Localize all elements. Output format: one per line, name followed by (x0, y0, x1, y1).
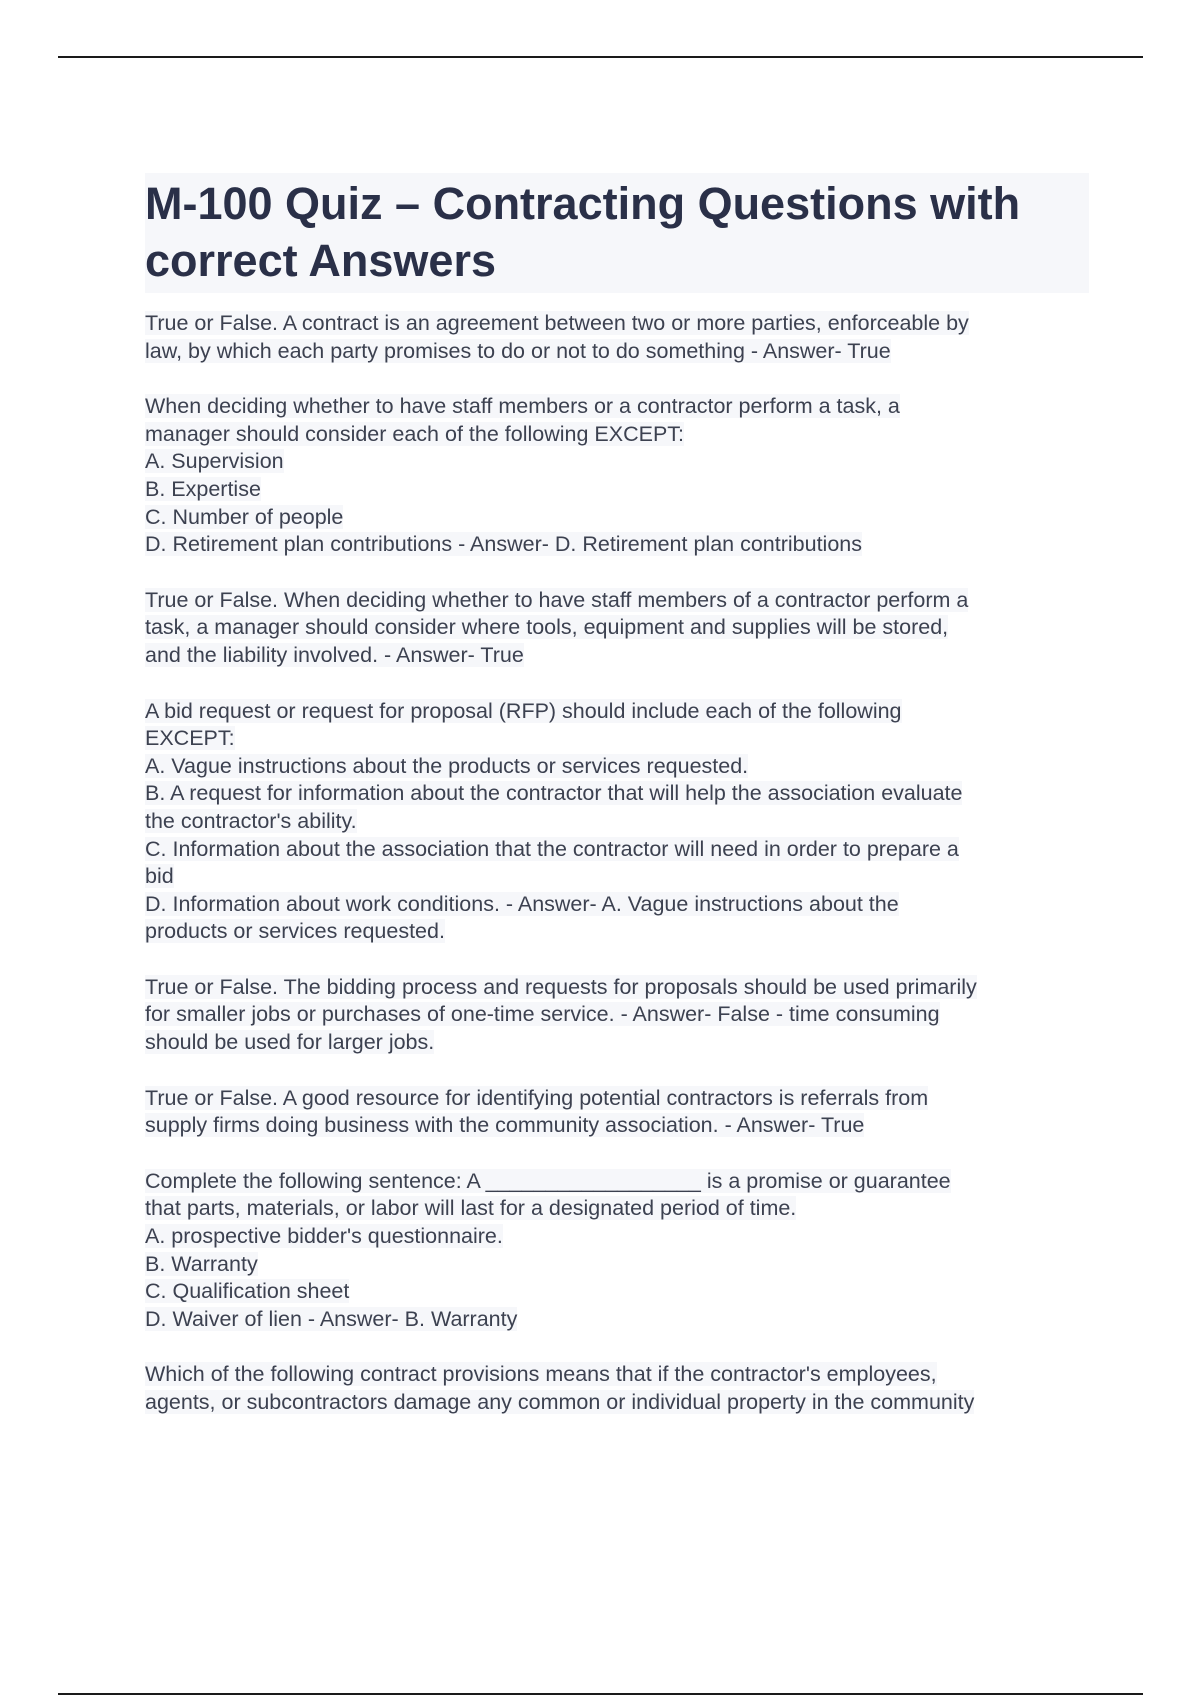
qa-block (145, 310, 1090, 365)
text-line (145, 918, 1090, 946)
option-text: A. Vague instructions about the products or services requested. (145, 753, 749, 778)
text-line (145, 753, 1090, 781)
question-text: task, a manager should consider where tools, equipment and supplies will be stored, (145, 615, 949, 640)
question-text: When deciding whether to have staff members or a contractor perform a task, a (145, 394, 900, 419)
text-line (145, 310, 1090, 338)
question-text: Which of the following contract provisions means that if the contractor's employees, (145, 1362, 937, 1387)
text-line (145, 393, 1090, 421)
qa-block (145, 974, 1090, 1057)
text-line (145, 448, 1090, 476)
text-line (145, 1361, 1090, 1389)
option-text: D. Waiver of lien - Answer- B. Warranty (145, 1306, 518, 1331)
question-text: manager should consider each of the following EXCEPT: (145, 421, 685, 446)
text-line (145, 1389, 1090, 1417)
text-line (145, 1112, 1090, 1140)
text-line (145, 1278, 1090, 1306)
text-line (145, 1195, 1090, 1223)
question-text: supply firms doing business with the community association. - Answer- True (145, 1113, 865, 1138)
text-line (145, 338, 1090, 366)
text-line (145, 725, 1090, 753)
option-text: B. A request for information about the contractor that will help the association evaluate (145, 781, 963, 806)
text-line (145, 836, 1090, 864)
option-text: products or services requested. (145, 919, 445, 944)
question-text: for smaller jobs or purchases of one-time service. - Answer- False - time consuming (145, 1002, 940, 1027)
text-line (145, 1085, 1090, 1113)
text-line (145, 1223, 1090, 1251)
text-line (145, 587, 1090, 615)
text-line (145, 863, 1090, 891)
question-text: and the liability involved. - Answer- True (145, 642, 524, 667)
text-line (145, 808, 1090, 836)
question-text: True or False. A contract is an agreement between two or more parties, enforceable by (145, 311, 969, 335)
question-text: True or False. When deciding whether to have staff members of a contractor perform a (145, 587, 969, 612)
text-line (145, 421, 1090, 449)
option-text: D. Information about work conditions. - Answer- A. Vague instructions about the (145, 891, 899, 916)
option-text: C. Information about the association that the contractor will need in order to prepare a (145, 836, 959, 861)
text-line (145, 1251, 1090, 1279)
option-text: D. Retirement plan contributions - Answer- D. Retirement plan contributions (145, 532, 862, 557)
option-text: C. Number of people (145, 504, 344, 529)
qa-block (145, 393, 1090, 559)
question-text: True or False. A good resource for identifying potential contractors is referrals from (145, 1085, 929, 1110)
header-rule (58, 56, 1143, 58)
text-line (145, 614, 1090, 642)
question-text: A bid request or request for proposal (RFP) should include each of the following (145, 698, 902, 723)
question-text: Complete the following sentence: A __________________ is a promise or guarantee (145, 1168, 951, 1193)
text-line (145, 891, 1090, 919)
question-text: agents, or subcontractors damage any common or individual property in the community (145, 1390, 975, 1414)
page-title (145, 173, 1089, 293)
text-line (145, 504, 1090, 532)
qa-block (145, 1168, 1090, 1334)
option-text: the contractor's ability. (145, 808, 357, 833)
text-line (145, 476, 1090, 504)
text-line (145, 642, 1090, 670)
footer-rule (58, 1693, 1143, 1695)
text-line (145, 698, 1090, 726)
page-title-line: M-100 Quiz – Contracting Questions with (145, 178, 1021, 229)
option-text: bid (145, 864, 174, 889)
text-line (145, 531, 1090, 559)
qa-block (145, 1361, 1090, 1416)
text-line (145, 974, 1090, 1002)
option-text: B. Warranty (145, 1251, 258, 1276)
question-text: EXCEPT: (145, 726, 235, 751)
text-line (145, 1001, 1090, 1029)
page-title-line: correct Answers (145, 235, 496, 286)
question-text: law, by which each party promises to do or not to do something - Answer- True (145, 338, 891, 363)
qa-block (145, 587, 1090, 670)
text-line (145, 1306, 1090, 1334)
question-text: that parts, materials, or labor will last for a designated period of time. (145, 1196, 797, 1221)
text-line (145, 1029, 1090, 1057)
option-text: A. prospective bidder's questionnaire. (145, 1224, 503, 1249)
qa-block (145, 698, 1090, 946)
question-text: True or False. The bidding process and requests for proposals should be used primarily (145, 974, 977, 999)
text-line (145, 1168, 1090, 1196)
qa-block (145, 1085, 1090, 1140)
option-text: C. Qualification sheet (145, 1279, 350, 1304)
qa-content (145, 310, 1090, 1445)
question-text: should be used for larger jobs. (145, 1030, 435, 1055)
option-text: A. Supervision (145, 449, 284, 474)
text-line (145, 780, 1090, 808)
option-text: B. Expertise (145, 476, 261, 501)
